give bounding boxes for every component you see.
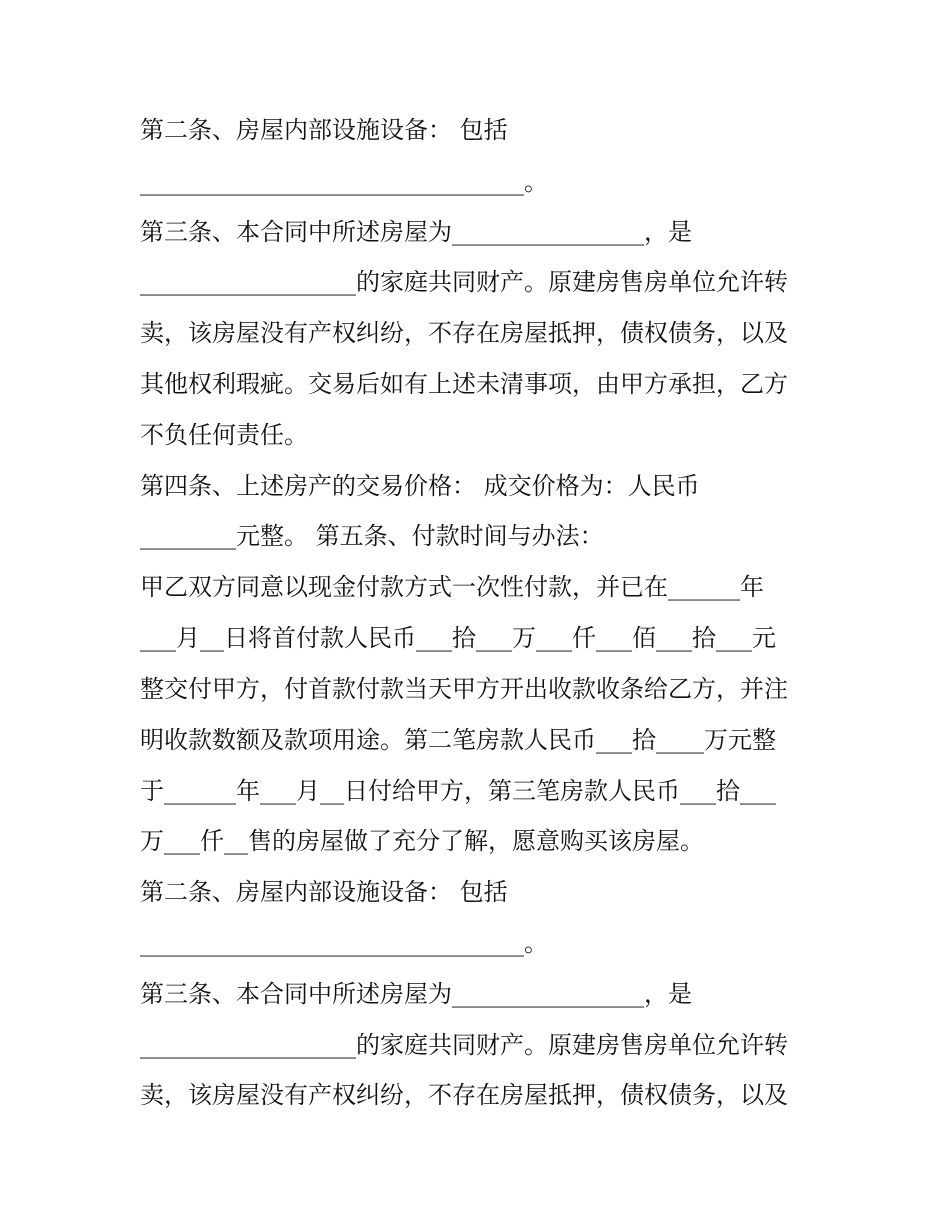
text-line: 第二条、房屋内部设施设备： 包括 xyxy=(140,878,508,906)
text-line: 第二条、房屋内部设施设备： 包括 xyxy=(140,116,508,144)
text-line: ________________________________。 xyxy=(140,168,548,196)
text-line: 卖，该房屋没有产权纠纷，不存在房屋抵押，债权债务，以及 xyxy=(140,319,788,347)
text-line: 不负任何责任。 xyxy=(140,421,308,449)
text-line: 明收款数额及款项用途。第二笔房款人民币___拾____万元整 xyxy=(140,726,776,754)
text-line: 甲乙双方同意以现金付款方式一次性付款，并已在______年 xyxy=(140,573,764,601)
text-line: 卖，该房屋没有产权纠纷，不存在房屋抵押，债权债务，以及 xyxy=(140,1081,788,1109)
text-line: ________________________________。 xyxy=(140,929,548,957)
text-line: 其他权利瑕疵。交易后如有上述未清事项，由甲方承担，乙方 xyxy=(140,370,788,398)
text-line: 整交付甲方，付首款付款当天甲方开出收款收条给乙方，并注 xyxy=(140,675,788,703)
text-line: __________________的家庭共同财产。原建房售房单位允许转 xyxy=(140,268,788,296)
text-line: ________元整。 第五条、付款时间与办法： xyxy=(140,522,604,550)
text-line: 于______年___月__日付给甲方，第三笔房款人民币___拾___ xyxy=(140,777,776,805)
text-line: 第三条、本合同中所述房屋为________________，是 xyxy=(140,218,692,246)
text-line: 第四条、上述房产的交易价格： 成交价格为：人民币 xyxy=(140,472,700,500)
text-line: ___月__日将首付款人民币___拾___万___仟___佰___拾___元 xyxy=(140,624,776,652)
text-line: 万___仟__售的房屋做了充分了解，愿意购买该房屋。 xyxy=(140,827,704,855)
text-line: __________________的家庭共同财产。原建房售房单位允许转 xyxy=(140,1031,788,1059)
text-line: 第三条、本合同中所述房屋为________________，是 xyxy=(140,980,692,1008)
